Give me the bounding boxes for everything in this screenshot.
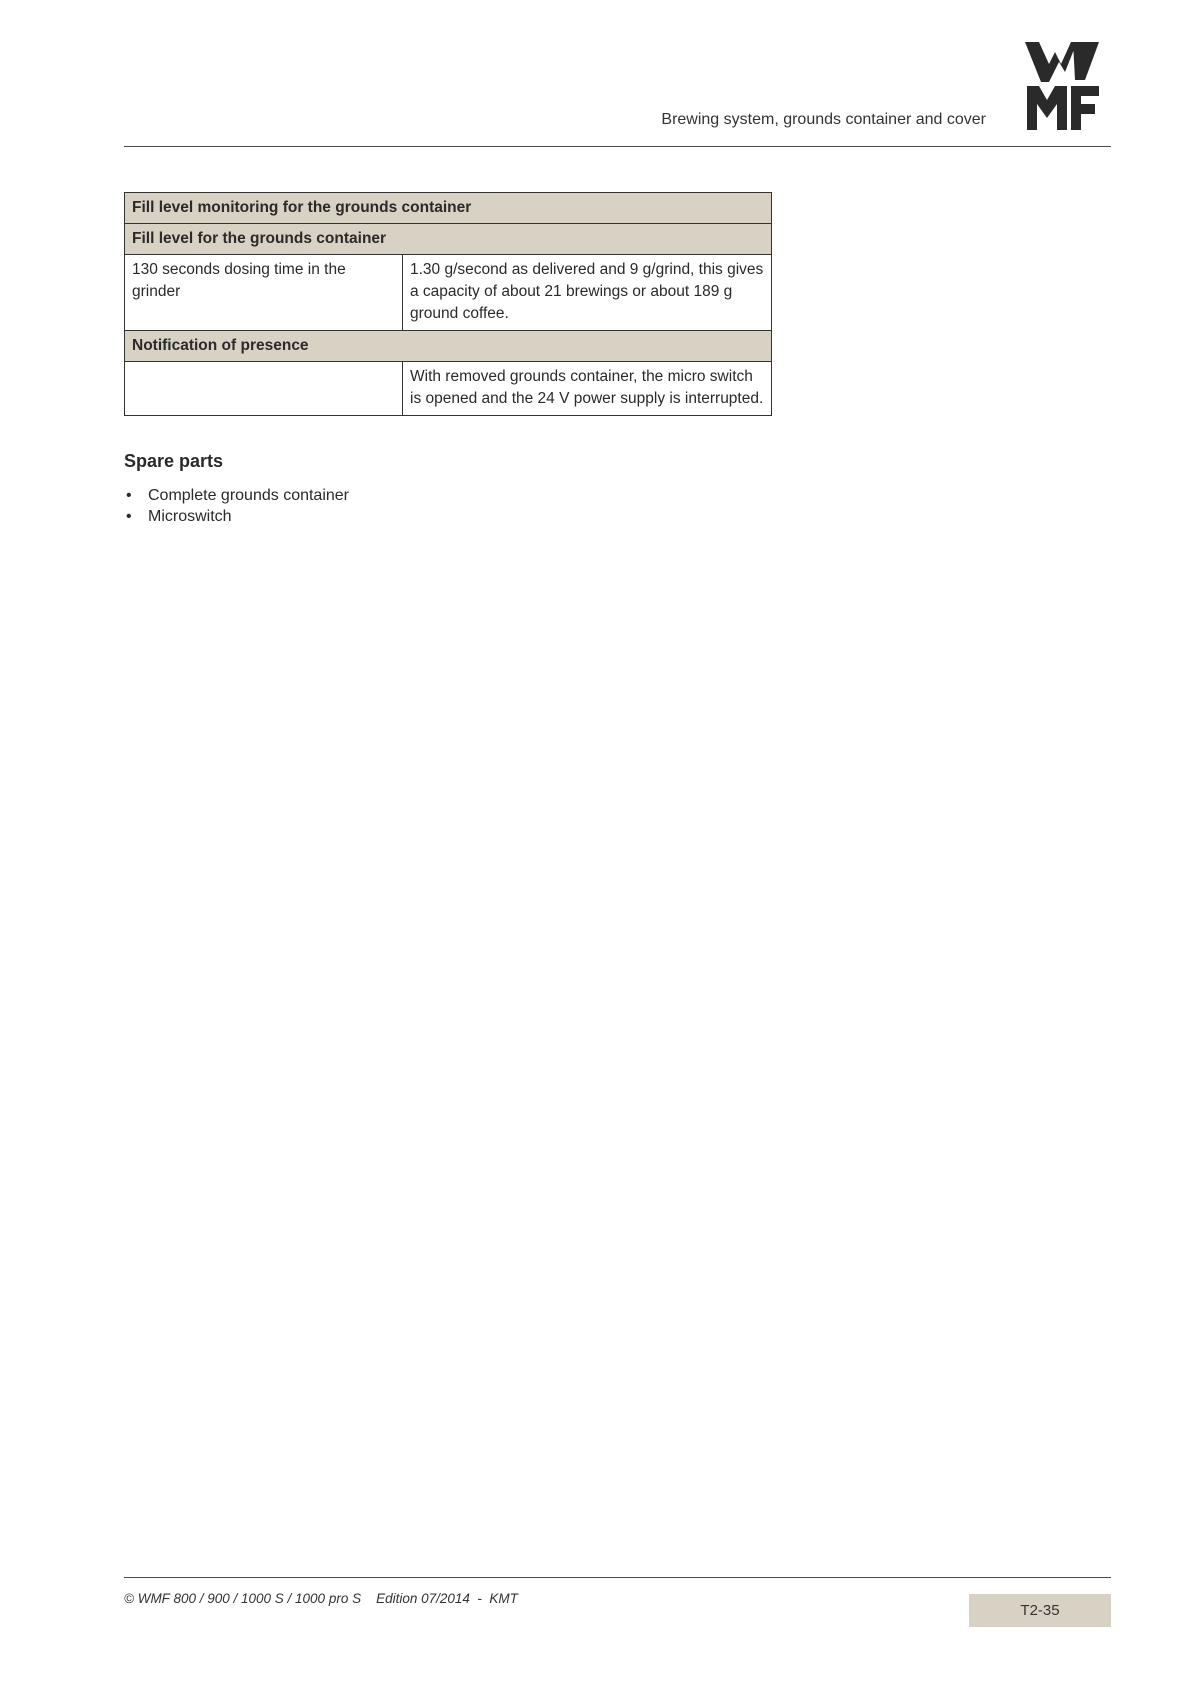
wmf-logo — [1025, 42, 1099, 130]
list-item-label: Microswitch — [148, 508, 232, 525]
list-item-label: Complete grounds container — [148, 487, 350, 504]
spare-parts-list — [124, 485, 349, 527]
spare-parts-heading: Spare parts — [124, 451, 224, 471]
table-row — [125, 255, 772, 331]
header-rule — [124, 146, 1111, 147]
table-cell: 1.30 g/second as delivered and 9 g/grind, this gives a capacity of about 21 brewings or about 189 g ground coffee. — [403, 255, 772, 331]
list-item — [124, 485, 349, 506]
header-title: Brewing system, grounds container and cover — [661, 111, 986, 128]
table-section-title: Fill level for the grounds container — [125, 224, 772, 255]
page-number: T2-35 — [969, 1594, 1111, 1627]
list-item — [124, 506, 349, 527]
footer-rule — [124, 1577, 1111, 1578]
fill-level-table — [124, 192, 772, 416]
table-heading: Fill level monitoring for the grounds container — [125, 193, 772, 224]
table-row — [125, 362, 772, 416]
bullet-icon: • — [126, 487, 132, 504]
footer-copyright: © WMF 800 / 900 / 1000 S / 1000 pro S Edition 07/2014 - KMT — [124, 1591, 518, 1606]
table-cell — [125, 362, 403, 416]
bullet-icon: • — [126, 508, 132, 525]
table-cell: With removed grounds container, the micro switch is opened and the 24 V power supply is interrupted. — [403, 362, 772, 416]
table-cell: 130 seconds dosing time in the grinder — [125, 255, 403, 331]
table-section-title: Notification of presence — [125, 331, 772, 362]
